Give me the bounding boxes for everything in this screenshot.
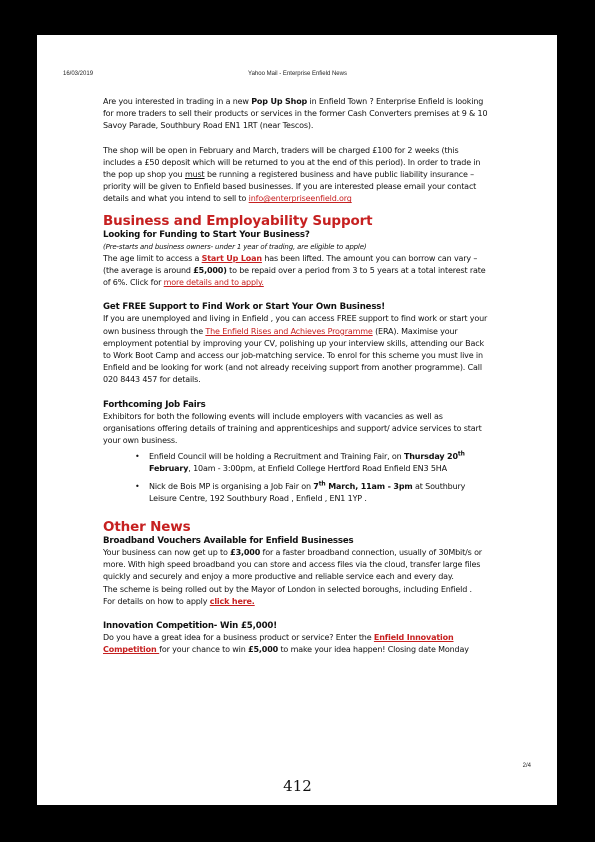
email-link[interactable]: info@enterpriseenfield.org — [248, 194, 352, 204]
bullet-icon: • — [135, 452, 140, 462]
broadband-apply: For details on how to apply click here. — [103, 596, 255, 606]
section-heading-other: Other News — [103, 519, 191, 536]
funding-note: (Pre-starts and business owners- under 1 year of trading, are eligible to apple) — [103, 242, 367, 251]
innovation-paragraph: Do you have a great idea for a business product or service? Enter the Enfield Innovation Competition for your chance to win £5,000 to make your idea happen! Closing date Monday — [103, 633, 469, 655]
innovation-competition-link[interactable]: Enfield Innovation Competition — [103, 633, 454, 655]
broadband-title: Broadband Vouchers Available for Enfield Businesses — [103, 536, 354, 547]
print-title: Yahoo Mail - Enterprise Enfield News — [248, 71, 347, 77]
popup-paragraph-2: The shop will be open in February and March, traders will be charged £100 for 2 weeks (this includes a £50 deposit which will be returned to you at the end of this period). In order to trade in the pop up shop you must be running a registered business and have public liability insurance – priority will be given to Enfield based businesses. If you are interested please email your contact details and what you intend to sell to info@enterpriseenfield.org — [103, 145, 481, 204]
page-of: 2/4 — [522, 763, 531, 769]
start-up-loan-link[interactable]: Start Up Loan — [201, 253, 262, 263]
free-support-title: Get FREE Support to Find Work or Start Your Own Business! — [103, 302, 386, 313]
free-support-paragraph: If you are unemployed and living in Enfield , you can access FREE support to find work or start your own business through the The Enfield Rises and Achieves Programme (ERA). Maximise your employment potential by improving your CV, polishing up your interview skills, attending our Back to Work Boot Camp and access our job-matching service. To enrol for this scheme you must live in Enfield and be looking for work (and not already receiving support from another programme). Call 020 8443 457 for details. — [103, 314, 488, 385]
print-date: 16/03/2019 — [63, 71, 94, 77]
click-here-link[interactable]: click here. — [209, 596, 255, 606]
popup-paragraph-1: Are you interested in trading in a new Pop Up Shop in Enfield Town ? Enterprise Enfield is looking for more traders to sell their products or services in the former Cash Converters premises at 9 & 10 Savoy Parade, Southbury Road EN1 1RT (near Tescos). — [103, 97, 488, 131]
era-programme-link[interactable]: The Enfield Rises and Achieves Programme — [205, 326, 373, 336]
funding-title: Looking for Funding to Start Your Business? — [103, 229, 310, 240]
funding-paragraph: The age limit to access a Start Up Loan has been lifted. The amount you can borrow can vary – (the average is around £5,000) to be repaid over a period from 3 to 5 years at a total interest rate of 6%. Click for more details and to apply. — [103, 253, 486, 288]
list-item: • Nick de Bois MP is organising a Job Fair on 7th March, 11am - 3pm at Southbury Leisure Centre, 192 Southbury Road , Enfield , EN1 1YP . — [135, 481, 491, 505]
newsletter-body — [103, 96, 491, 657]
broadband-scheme: The scheme is being rolled out by the Mayor of London in selected boroughs, including Enfield . — [103, 584, 472, 594]
broadband-paragraph: Your business can now get up to £3,000 for a faster broadband connection, usually of 30Mbit/s or more. With high speed broadband you can store and access files via the cloud, transfer large files quickly and securely and enjoy a more productive and reliable service each and every day. — [103, 548, 482, 582]
section-heading-business: Business and Employability Support — [103, 212, 373, 229]
job-fairs-title: Forthcoming Job Fairs — [103, 399, 206, 410]
page-number: 412 — [283, 777, 312, 795]
innovation-title: Innovation Competition- Win £5,000! — [103, 621, 278, 632]
list-item: • Enfield Council will be holding a Recruitment and Training Fair, on Thursday 20th February, 10am - 3:00pm, at Enfield College Hertford Road Enfield EN3 5HA — [135, 451, 491, 475]
more-details-link[interactable]: more details and to apply. — [163, 278, 264, 288]
bullet-icon: • — [135, 481, 140, 491]
job-fairs-paragraph: Exhibitors for both the following events will include employers with vacancies as well as organisations offering details of training and apprenticeships and support/ advice services to start your own business. — [103, 411, 482, 446]
